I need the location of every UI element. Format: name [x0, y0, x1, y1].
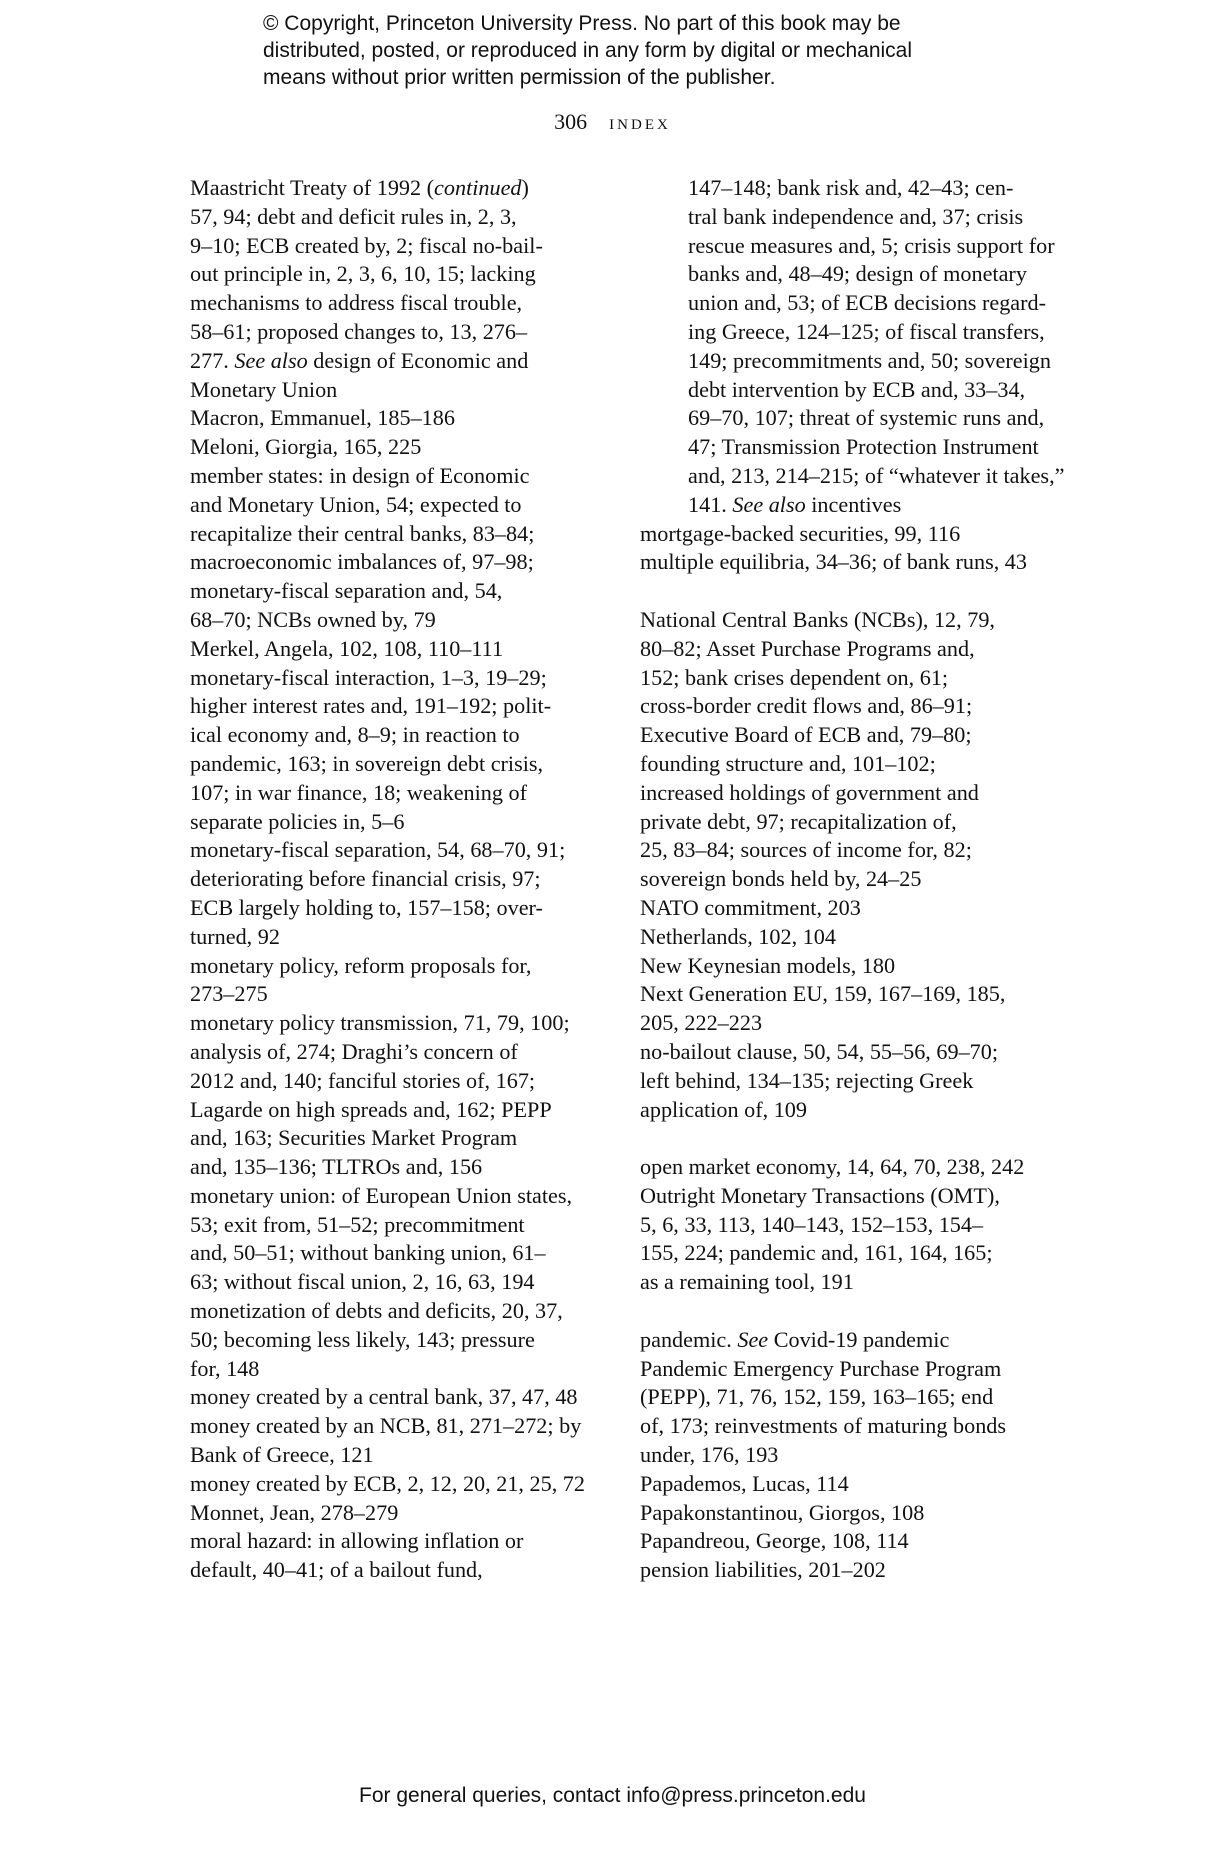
index-entry: moral hazard: in allowing inflation or default, 40–41; of a bailout fund,	[190, 1528, 524, 1583]
index-entry: Maastricht Treaty of 1992 (continued) 57, 94; debt and deficit rules in, 2, 3, 9–10; ECB created by, 2; fiscal no-bail- out principle in, 2, 3, 6, 10, 15; lacking mechanisms to address fiscal trouble, 58–61; proposed changes to, 13, 276– 277. See also design of Economic and Monetary Union	[190, 175, 543, 402]
index-entry: National Central Banks (NCBs), 12, 79, 80–82; Asset Purchase Programs and, 152; bank crises dependent on, 61; cross-border credit flows and, 86–91; Executive Board of ECB and, 79–80; founding structure and, 101–102; increased holdings of government and private debt, 97; recapitalization of, 25, 83–84; sources of income for, 82; sovereign bonds held by, 24–25	[640, 606, 995, 892]
index-entry: Macron, Emmanuel, 185–186	[190, 405, 455, 431]
index-entry: Papakonstantinou, Giorgos, 108	[640, 1499, 925, 1525]
page-number: 306	[554, 109, 588, 134]
index-entry: New Keynesian models, 180	[640, 952, 896, 978]
index-entry: no-bailout clause, 50, 54, 55–56, 69–70; left behind, 134–135; rejecting Greek application of, 109	[640, 1038, 999, 1122]
index-entry: monetary-fiscal separation, 54, 68–70, 91; deteriorating before financial crisis, 97; ECB largely holding to, 157–158; over- turned, 92	[190, 837, 566, 949]
letter-group-gap	[640, 577, 1060, 606]
index-entry: money created by an NCB, 81, 271–272; by Bank of Greece, 121	[190, 1413, 582, 1468]
index-entry: monetary policy, reform proposals for, 273–275	[190, 952, 532, 1007]
index-entry: NATO commitment, 203	[640, 894, 861, 920]
index-entry: pandemic. See Covid-19 pandemic	[640, 1326, 950, 1352]
running-head	[0, 108, 1225, 136]
copyright-line: means without prior written permission of the publisher.	[263, 66, 776, 89]
copyright-line: distributed, posted, or reproduced in any form by digital or mechanical	[263, 39, 913, 62]
index-entry: money created by ECB, 2, 12, 20, 21, 25, 72	[190, 1470, 585, 1496]
index-entry: Papademos, Lucas, 114	[640, 1470, 849, 1496]
index-entry: pension liabilities, 201–202	[640, 1557, 886, 1583]
letter-group-gap	[640, 1297, 1060, 1326]
index-entry: Monnet, Jean, 278–279	[190, 1499, 399, 1525]
copyright-line: © Copyright, Princeton University Press. No part of this book may be	[263, 12, 901, 35]
index-column-left	[190, 174, 610, 1585]
index-entry: monetization of debts and deficits, 20, 37, 50; becoming less likely, 143; pressure for, 148	[190, 1298, 563, 1381]
index-entry: Next Generation EU, 159, 167–169, 185, 205, 222–223	[640, 981, 1006, 1036]
index-entry: Meloni, Giorgia, 165, 225	[190, 434, 422, 460]
index-column-right	[640, 174, 1065, 1585]
index-entry: Merkel, Angela, 102, 108, 110–111	[190, 635, 504, 661]
footer-contact: For general queries, contact info@press.princeton.edu	[359, 1784, 866, 1807]
index-entry: Netherlands, 102, 104	[640, 923, 836, 949]
index-entry: Pandemic Emergency Purchase Program (PEPP), 71, 76, 152, 159, 163–165; end of, 173; reinvestments of maturing bonds under, 176, 193	[640, 1355, 1007, 1468]
section-title: index	[609, 109, 671, 134]
index-entry: mortgage-backed securities, 99, 116	[640, 520, 961, 546]
letter-group-gap	[640, 1124, 1060, 1153]
index-entry-continued: 147–148; bank risk and, 42–43; cen- tral bank independence and, 37; crisis rescue measures and, 5; crisis support for banks and, 48–49; design of monetary union and, 53; of ECB decisions regard- ing Greece, 124–125; of fiscal transfers, 149; precommitments and, 50; sovereign debt intervention by ECB and, 33–34, 69–70, 107; threat of systemic runs and, 47; Transmission Protection Instrument and, 213, 214–215; of “whatever it takes,” 141. See also incentives	[688, 175, 1065, 517]
index-entry: open market economy, 14, 64, 70, 238, 242	[640, 1154, 1025, 1180]
index-entry: monetary-fiscal interaction, 1–3, 19–29; higher interest rates and, 191–192; polit- ical economy and, 8–9; in reaction to pandemic, 163; in sovereign debt crisis, 107; in war finance, 18; weakening of separate policies in, 5–6	[190, 664, 552, 834]
copyright-notice	[263, 10, 1023, 91]
index-entry: Papandreou, George, 108, 114	[640, 1528, 909, 1554]
index-entry: money created by a central bank, 37, 47, 48	[190, 1384, 578, 1410]
index-entry: monetary policy transmission, 71, 79, 100; analysis of, 274; Draghi’s concern of 2012 and, 140; fanciful stories of, 167; Lagarde on high spreads and, 162; PEPP and, 163; Securities Market Program and, 135–136; TLTROs and, 156	[190, 1010, 570, 1180]
index-entry: multiple equilibria, 34–36; of bank runs, 43	[640, 549, 1027, 575]
index-entry: member states: in design of Economic and Monetary Union, 54; expected to recapitalize their central banks, 83–84; macroeconomic imbalances of, 97–98; monetary-fiscal separation and, 54, 68–70; NCBs owned by, 79	[190, 462, 535, 632]
index-entry: Outright Monetary Transactions (OMT), 5, 6, 33, 113, 140–143, 152–153, 154– 155, 224; pandemic and, 161, 164, 165; as a remaining tool, 191	[640, 1182, 1000, 1295]
index-entry: monetary union: of European Union states, 53; exit from, 51–52; precommitment and, 50–51; without banking union, 61– 63; without fiscal union, 2, 16, 63, 194	[190, 1182, 573, 1295]
